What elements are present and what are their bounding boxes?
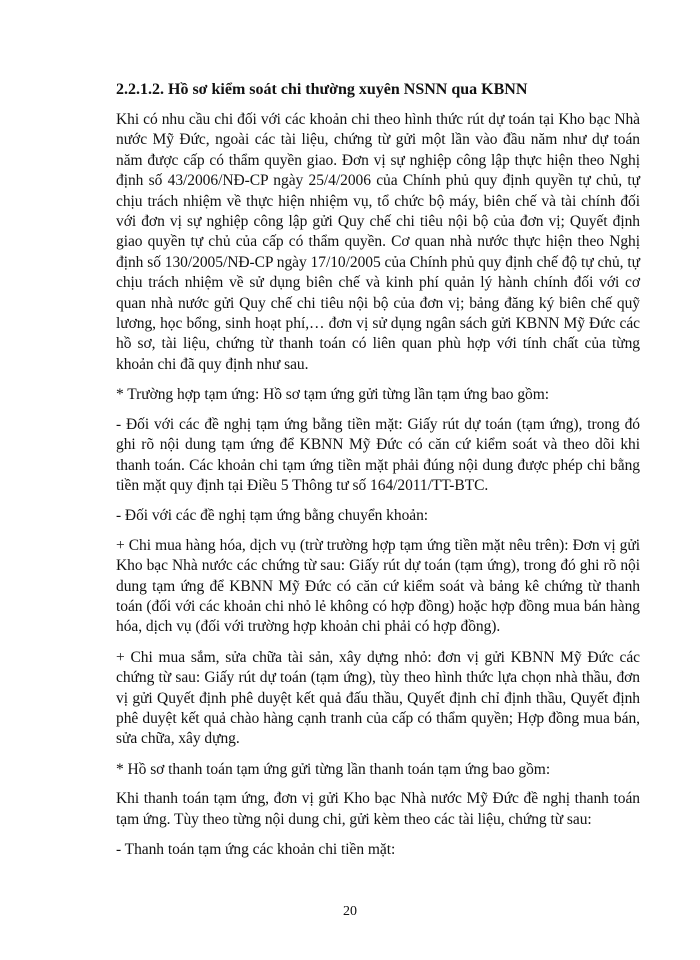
paragraph-transfer-advance: - Đối với các đề nghị tạm ứng bằng chuyển khoản: (116, 507, 429, 525)
paragraph-intro: Khi có nhu cầu chi đối với các khoản chi theo hình thức rút dự toán tại Kho bạc Nhà nước Mỹ Đức, ngoài các tài liệu, chứng từ gửi một lần vào đầu năm như dự toán năm được cấp có thẩm quyền giao. Đơn vị sự nghiệp công lập thực hiện theo Nghị định số 43/2006/NĐ-CP ngày 25/4/2006 của Chính phủ quy định quyền tự chủ, tự chịu trách nhiệm về thực hiện nhiệm vụ, tổ chức bộ máy, biên chế và tài chính đối với đơn vị sự nghiệp công lập gửi Quy chế chi tiêu nội bộ của đơn vị; Quyết định giao quyền tự chủ của cấp có thẩm quyền. Cơ quan nhà nước thực hiện theo Nghị định số 130/2005/NĐ-CP ngày 17/10/2005 của Chính phủ quy định chế độ tự chủ, tự chịu trách nhiệm về sử dụng biên chế và kinh phí quản lý hành chính đối với cơ quan nhà nước gửi Quy chế chi tiêu nội bộ của đơn vị; bảng đăng ký biên chế quỹ lương, học bổng, sinh hoạt phí,… đơn vị sử dụng ngân sách gửi KBNN Mỹ Đức các hồ sơ, tài liệu, chứng từ thanh toán có liên quan phù hợp với tính chất của từng khoản chi đã quy định như sau. (116, 111, 640, 373)
paragraph-cash-advance: - Đối với các đề nghị tạm ứng bằng tiền mặt: Giấy rút dự toán (tạm ứng), trong đó ghi rõ nội dung tạm ứng để KBNN Mỹ Đức có căn cứ kiểm soát và theo dõi khi thanh toán. Các khoản chi tạm ứng tiền mặt phải đúng nội dung được phép chi bằng tiền mặt quy định tại Điều 5 Thông tư số 164/2011/TT-BTC. (116, 415, 640, 494)
paragraph-goods-services: + Chi mua hàng hóa, dịch vụ (trừ trường hợp tạm ứng tiền mặt nêu trên): Đơn vị gửi Kho bạc Nhà nước các chứng từ sau: Giấy rút dự toán (tạm ứng), trong đó ghi rõ nội dung tạm ứng để KBNN Mỹ Đức có căn cứ kiểm soát và bảng kê chứng từ thanh toán (đối với các khoản chi nhỏ lẻ không có hợp đồng) hoặc hợp đồng mua bán hàng hóa, dịch vụ (đối với trường hợp khoản chi phải có hợp đồng). (116, 536, 640, 636)
paragraph-advance-case: * Trường hợp tạm ứng: Hồ sơ tạm ứng gửi từng lần tạm ứng bao gồm: (116, 386, 549, 404)
paragraph-cash-settlement: - Thanh toán tạm ứng các khoản chi tiền mặt: (116, 841, 396, 858)
section-heading: 2.2.1.2. Hồ sơ kiểm soát chi thường xuyên NSNN qua KBNN (116, 81, 528, 98)
paragraph-settlement-request: Khi thanh toán tạm ứng, đơn vị gửi Kho bạc Nhà nước Mỹ Đức đề nghị thanh toán tạm ứng. Tùy theo từng nội dung chi, gửi kèm theo các tài liệu, chứng từ sau: (116, 790, 640, 828)
paragraph-settlement-dossier: * Hồ sơ thanh toán tạm ứng gửi từng lần thanh toán tạm ứng bao gồm: (116, 760, 551, 778)
document-body (116, 80, 640, 870)
page-number: 20 (343, 904, 357, 919)
paragraph-procurement: + Chi mua sắm, sửa chữa tài sản, xây dựng nhỏ: đơn vị gửi KBNN Mỹ Đức các chứng từ sau: Giấy rút dự toán (tạm ứng), tùy theo hình thức lựa chọn nhà thầu, đơn vị gửi Quyết định phê duyệt kết quả đấu thầu, Quyết định chỉ định thầu, Quyết định phê duyệt kết quả chào hàng cạnh tranh của cấp có thẩm quyền; Hợp đồng mua bán, sửa chữa, xây dựng. (116, 648, 640, 748)
